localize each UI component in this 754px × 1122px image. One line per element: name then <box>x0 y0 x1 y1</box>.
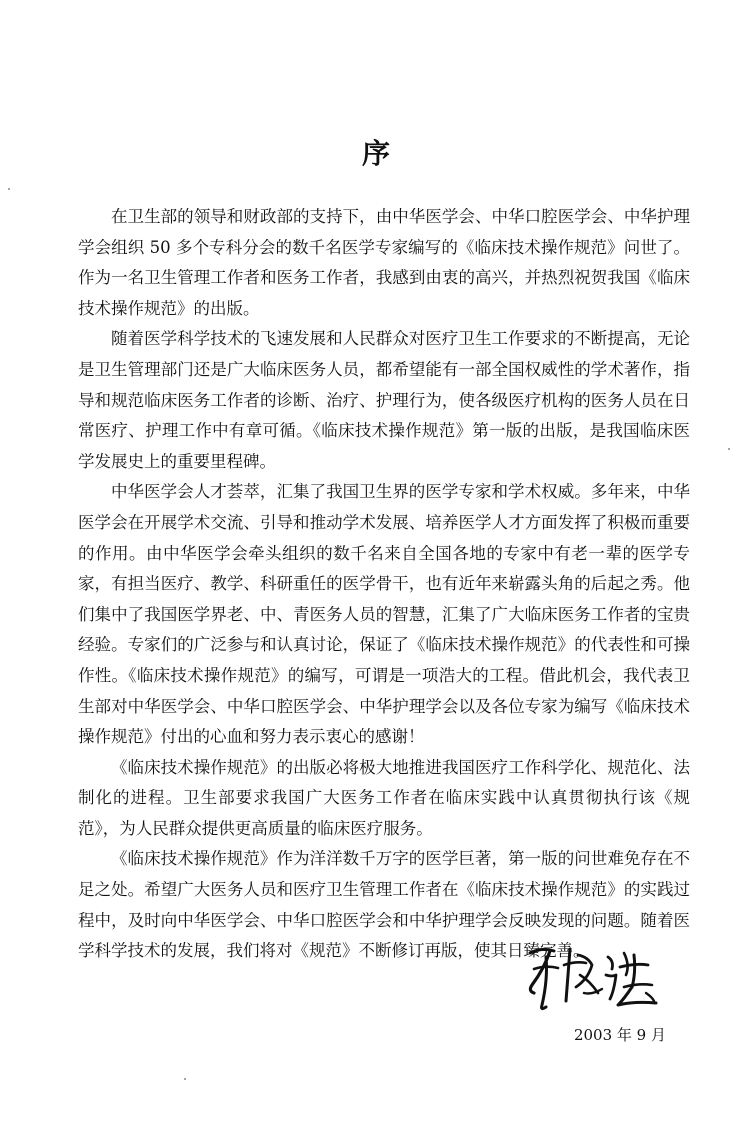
scan-speck <box>184 1078 186 1080</box>
paragraph-1: 在卫生部的领导和财政部的支持下，由中华医学会、中华口腔医学会、中华护理学会组织 50 多个专科分会的数千名医学专家编写的《临床技术操作规范》问世了。作为一名卫生管理工作者和医务工作者，我感到由衷的高兴，并热烈祝贺我国《临床技术操作规范》的出版。 <box>78 207 690 318</box>
handwritten-signature <box>520 935 670 1015</box>
paragraph-5: 《临床技术操作规范》作为洋洋数千万字的医学巨著，第一版的问世难免存在不足之处。希望广大医务人员和医疗卫生管理工作者在《临床技术操作规范》的实践过程中，及时向中华医学会、中华口腔医学会和中华护理学会反映发现的问题。随着医学科学技术的发展，我们将对《规范》不断修订再版，使其日臻完善。 <box>78 849 690 961</box>
preface-date: 2003 年 9 月 <box>573 1026 666 1044</box>
paragraph-2: 随着医学科学技术的飞速发展和人民群众对医疗卫生工作要求的不断提高，无论是卫生管理部门还是广大临床医务人员，都希望能有一部全国权威性的学术著作，指导和规范临床医务工作者的诊断、治疗、护理行为，使各级医疗机构的医务人员在日常医疗、护理工作中有章可循。《临床技术操作规范》第一版的出版，是我国临床医学发展史上的重要里程碑。 <box>78 329 690 471</box>
scan-speck <box>728 448 730 450</box>
scan-speck <box>8 188 10 190</box>
paragraph-3: 中华医学会人才荟萃，汇集了我国卫生界的医学专家和学术权威。多年来，中华医学会在开展学术交流、引导和推动学术发展、培养医学人才方面发挥了积极而重要的作用。由中华医学会牵头组织的数千名来自全国各地的专家中有老一辈的医学专家，有担当医疗、教学、科研重任的医学骨干，也有近年来崭露头角的后起之秀。他们集中了我国医学界老、中、青医务人员的智慧，汇集了广大临床医务工作者的宝贵经验。专家们的广泛参与和认真讨论，保证了《临床技术操作规范》的代表性和可操作性。《临床技术操作规范》的编写，可谓是一项浩大的工程。借此机会，我代表卫生部对中华医学会、中华口腔医学会、中华护理学会以及各位专家为编写《临床技术操作规范》付出的心血和努力表示衷心的感谢！ <box>78 482 690 747</box>
preface-title: 序 <box>361 137 392 170</box>
paragraph-4: 《临床技术操作规范》的出版必将极大地推进我国医疗工作科学化、规范化、法制化的进程。卫生部要求我国广大医务工作者在临床实践中认真贯彻执行该《规范》，为人民群众提供更高质量的临床医疗服务。 <box>78 757 690 838</box>
preface-body <box>78 202 690 967</box>
